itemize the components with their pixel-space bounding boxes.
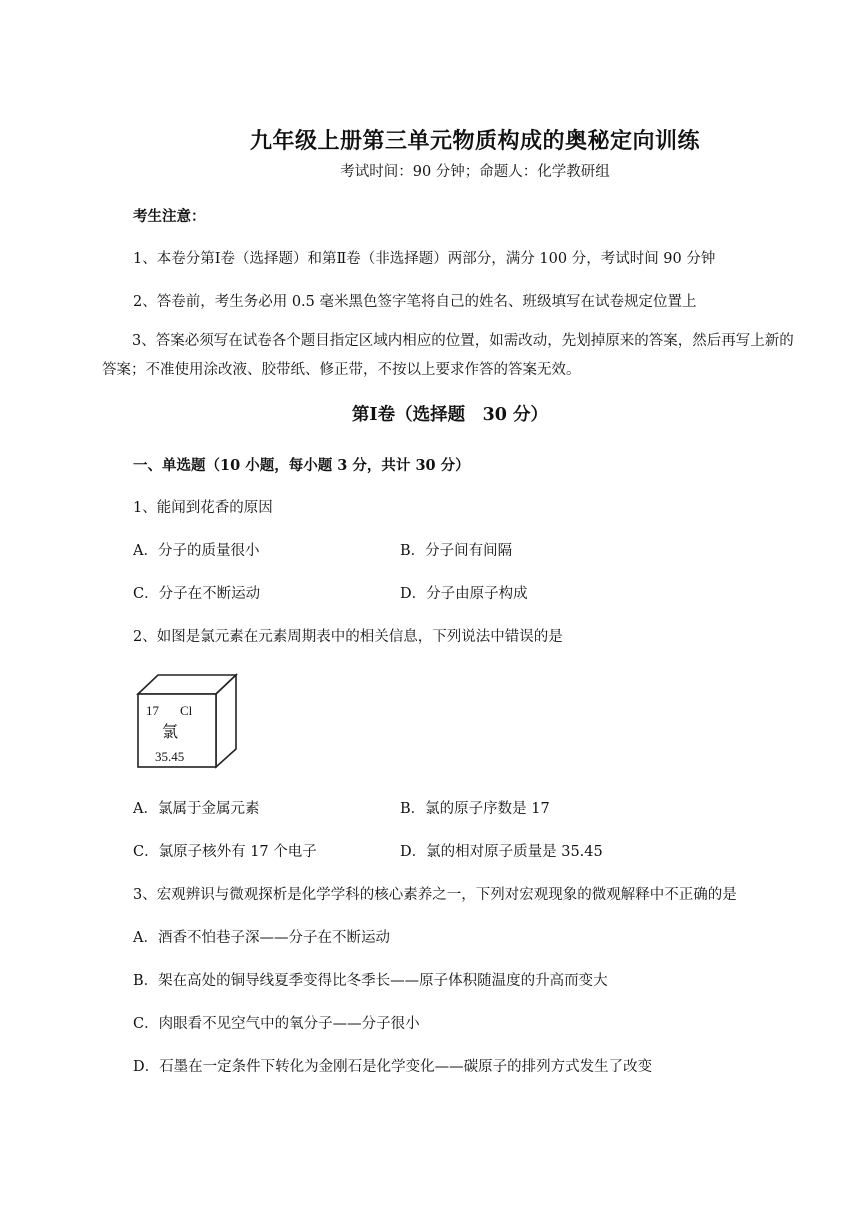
question-2-option-c: C．氯原子核外有 17 个电子: [133, 844, 317, 860]
element-symbol: Cl: [180, 703, 193, 718]
question-1-stem: 1、能闻到花香的原因: [133, 500, 273, 516]
question-3-option-d: D．石墨在一定条件下转化为金刚石是化学变化——碳原子的排列方式发生了改变: [133, 1059, 653, 1075]
question-3-stem: 3、宏观辨识与微观探析是化学学科的核心素养之一，下列对宏观现象的微观解释中不正确的是: [133, 887, 737, 903]
atomic-number: 17: [146, 703, 159, 718]
atomic-mass: 35.45: [155, 749, 185, 764]
question-2-option-a: A．氯属于金属元素: [133, 801, 260, 817]
question-2-option-b: B．氯的原子序数是 17: [400, 801, 550, 817]
notice-item-2: 2、答卷前，考生务必用 0.5 毫米黑色签字笔将自己的姓名、班级填写在试卷规定位置上: [133, 294, 697, 310]
question-2-option-d: D．氯的相对原子质量是 35.45: [400, 844, 603, 860]
notice-heading: 考生注意：: [133, 208, 206, 225]
notice-item-1: 1、本卷分第Ⅰ卷（选择题）和第Ⅱ卷（非选择题）两部分，满分 100 分，考试时间 90 分钟: [133, 251, 716, 267]
page-title: 九年级上册第三单元物质构成的奥秘定向训练: [249, 128, 700, 154]
question-3-option-b: B．架在高处的铜导线夏季变得比冬季长——原子体积随温度的升高而变大: [133, 973, 608, 989]
element-cell-figure: [136, 673, 238, 769]
question-3-option-a: A．酒香不怕巷子深——分子在不断运动: [133, 930, 390, 946]
question-1-option-d: D．分子由原子构成: [400, 586, 528, 602]
exam-info: 考试时间：90 分钟；命题人：化学教研组: [340, 164, 610, 180]
element-name: 氯: [162, 724, 179, 741]
question-3-option-c: C．肉眼看不见空气中的氧分子——分子很小: [133, 1016, 420, 1032]
part-title: 一、单选题（10 小题，每小题 3 分，共计 30 分）: [133, 457, 470, 474]
section-title: 第Ⅰ卷（选择题 30 分）: [351, 405, 549, 425]
notice-item-3: 3、答案必须写在试卷各个题目指定区域内相应的位置，如需改动，先划掉原来的答案，然后再写上新的答案；不准使用涂改液、胶带纸、修正带，不按以上要求作答的答案无效。: [102, 333, 794, 378]
question-1-option-c: C．分子在不断运动: [133, 586, 261, 602]
question-1-option-b: B．分子间有间隔: [400, 543, 513, 559]
question-1-option-a: A．分子的质量很小: [133, 543, 260, 559]
question-2-stem: 2、如图是氯元素在元素周期表中的相关信息，下列说法中错误的是: [133, 629, 563, 645]
